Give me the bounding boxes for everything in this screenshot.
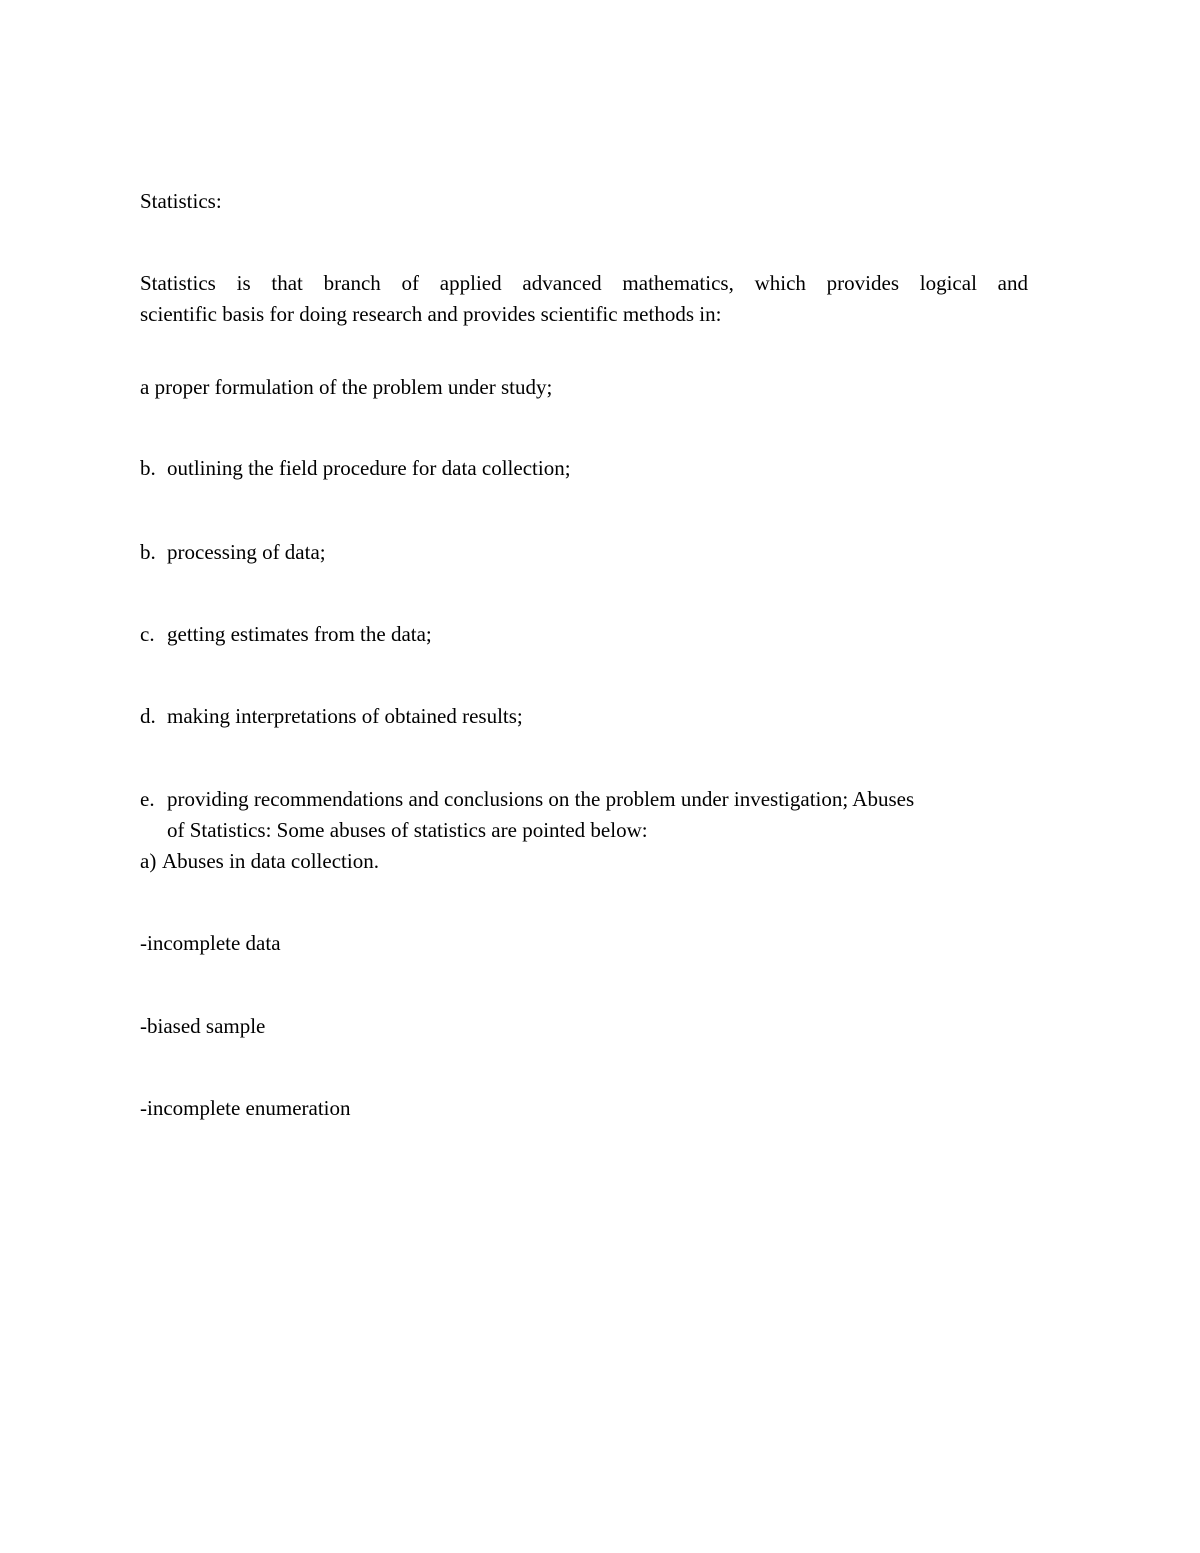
list-item-b-processing — [140, 537, 1028, 568]
intro-paragraph-line-2: scientific basis for doing research and provides scientific methods in: — [140, 302, 722, 326]
intro-paragraph-line-1: Statistics is that branch of applied advanced mathematics, which provides logical and — [140, 271, 1028, 295]
abuse-item-incomplete-data: -incomplete data — [140, 931, 281, 955]
list-item-marker: e. — [140, 787, 155, 811]
list-item-text: making interpretations of obtained results; — [167, 704, 523, 728]
document-heading: Statistics: — [140, 189, 222, 213]
abuse-item-biased-sample: -biased sample — [140, 1014, 266, 1038]
list-item-e-line-1 — [140, 784, 1028, 815]
abuses-heading — [140, 846, 1028, 877]
list-item-b-outlining — [140, 453, 1028, 484]
list-item-a: a proper formulation of the problem under study; — [140, 375, 553, 399]
list-item-marker: d. — [140, 704, 156, 728]
list-item-e-line-2: of Statistics: Some abuses of statistics are pointed below: — [167, 818, 648, 842]
abuses-heading-marker: a) — [140, 849, 157, 873]
list-item-marker: c. — [140, 622, 155, 646]
list-item-c — [140, 619, 1028, 650]
list-item-marker: b. — [140, 456, 156, 480]
abuse-item-incomplete-enumeration: -incomplete enumeration — [140, 1096, 351, 1120]
list-item-text: processing of data; — [167, 540, 326, 564]
abuses-heading-text: Abuses in data collection. — [162, 849, 379, 873]
list-item-marker: b. — [140, 540, 156, 564]
list-item-text: getting estimates from the data; — [167, 622, 432, 646]
list-item-d — [140, 701, 1028, 732]
list-item-text: outlining the field procedure for data collection; — [167, 456, 571, 480]
list-item-text: providing recommendations and conclusions on the problem under investigation; Abuses — [167, 787, 915, 811]
